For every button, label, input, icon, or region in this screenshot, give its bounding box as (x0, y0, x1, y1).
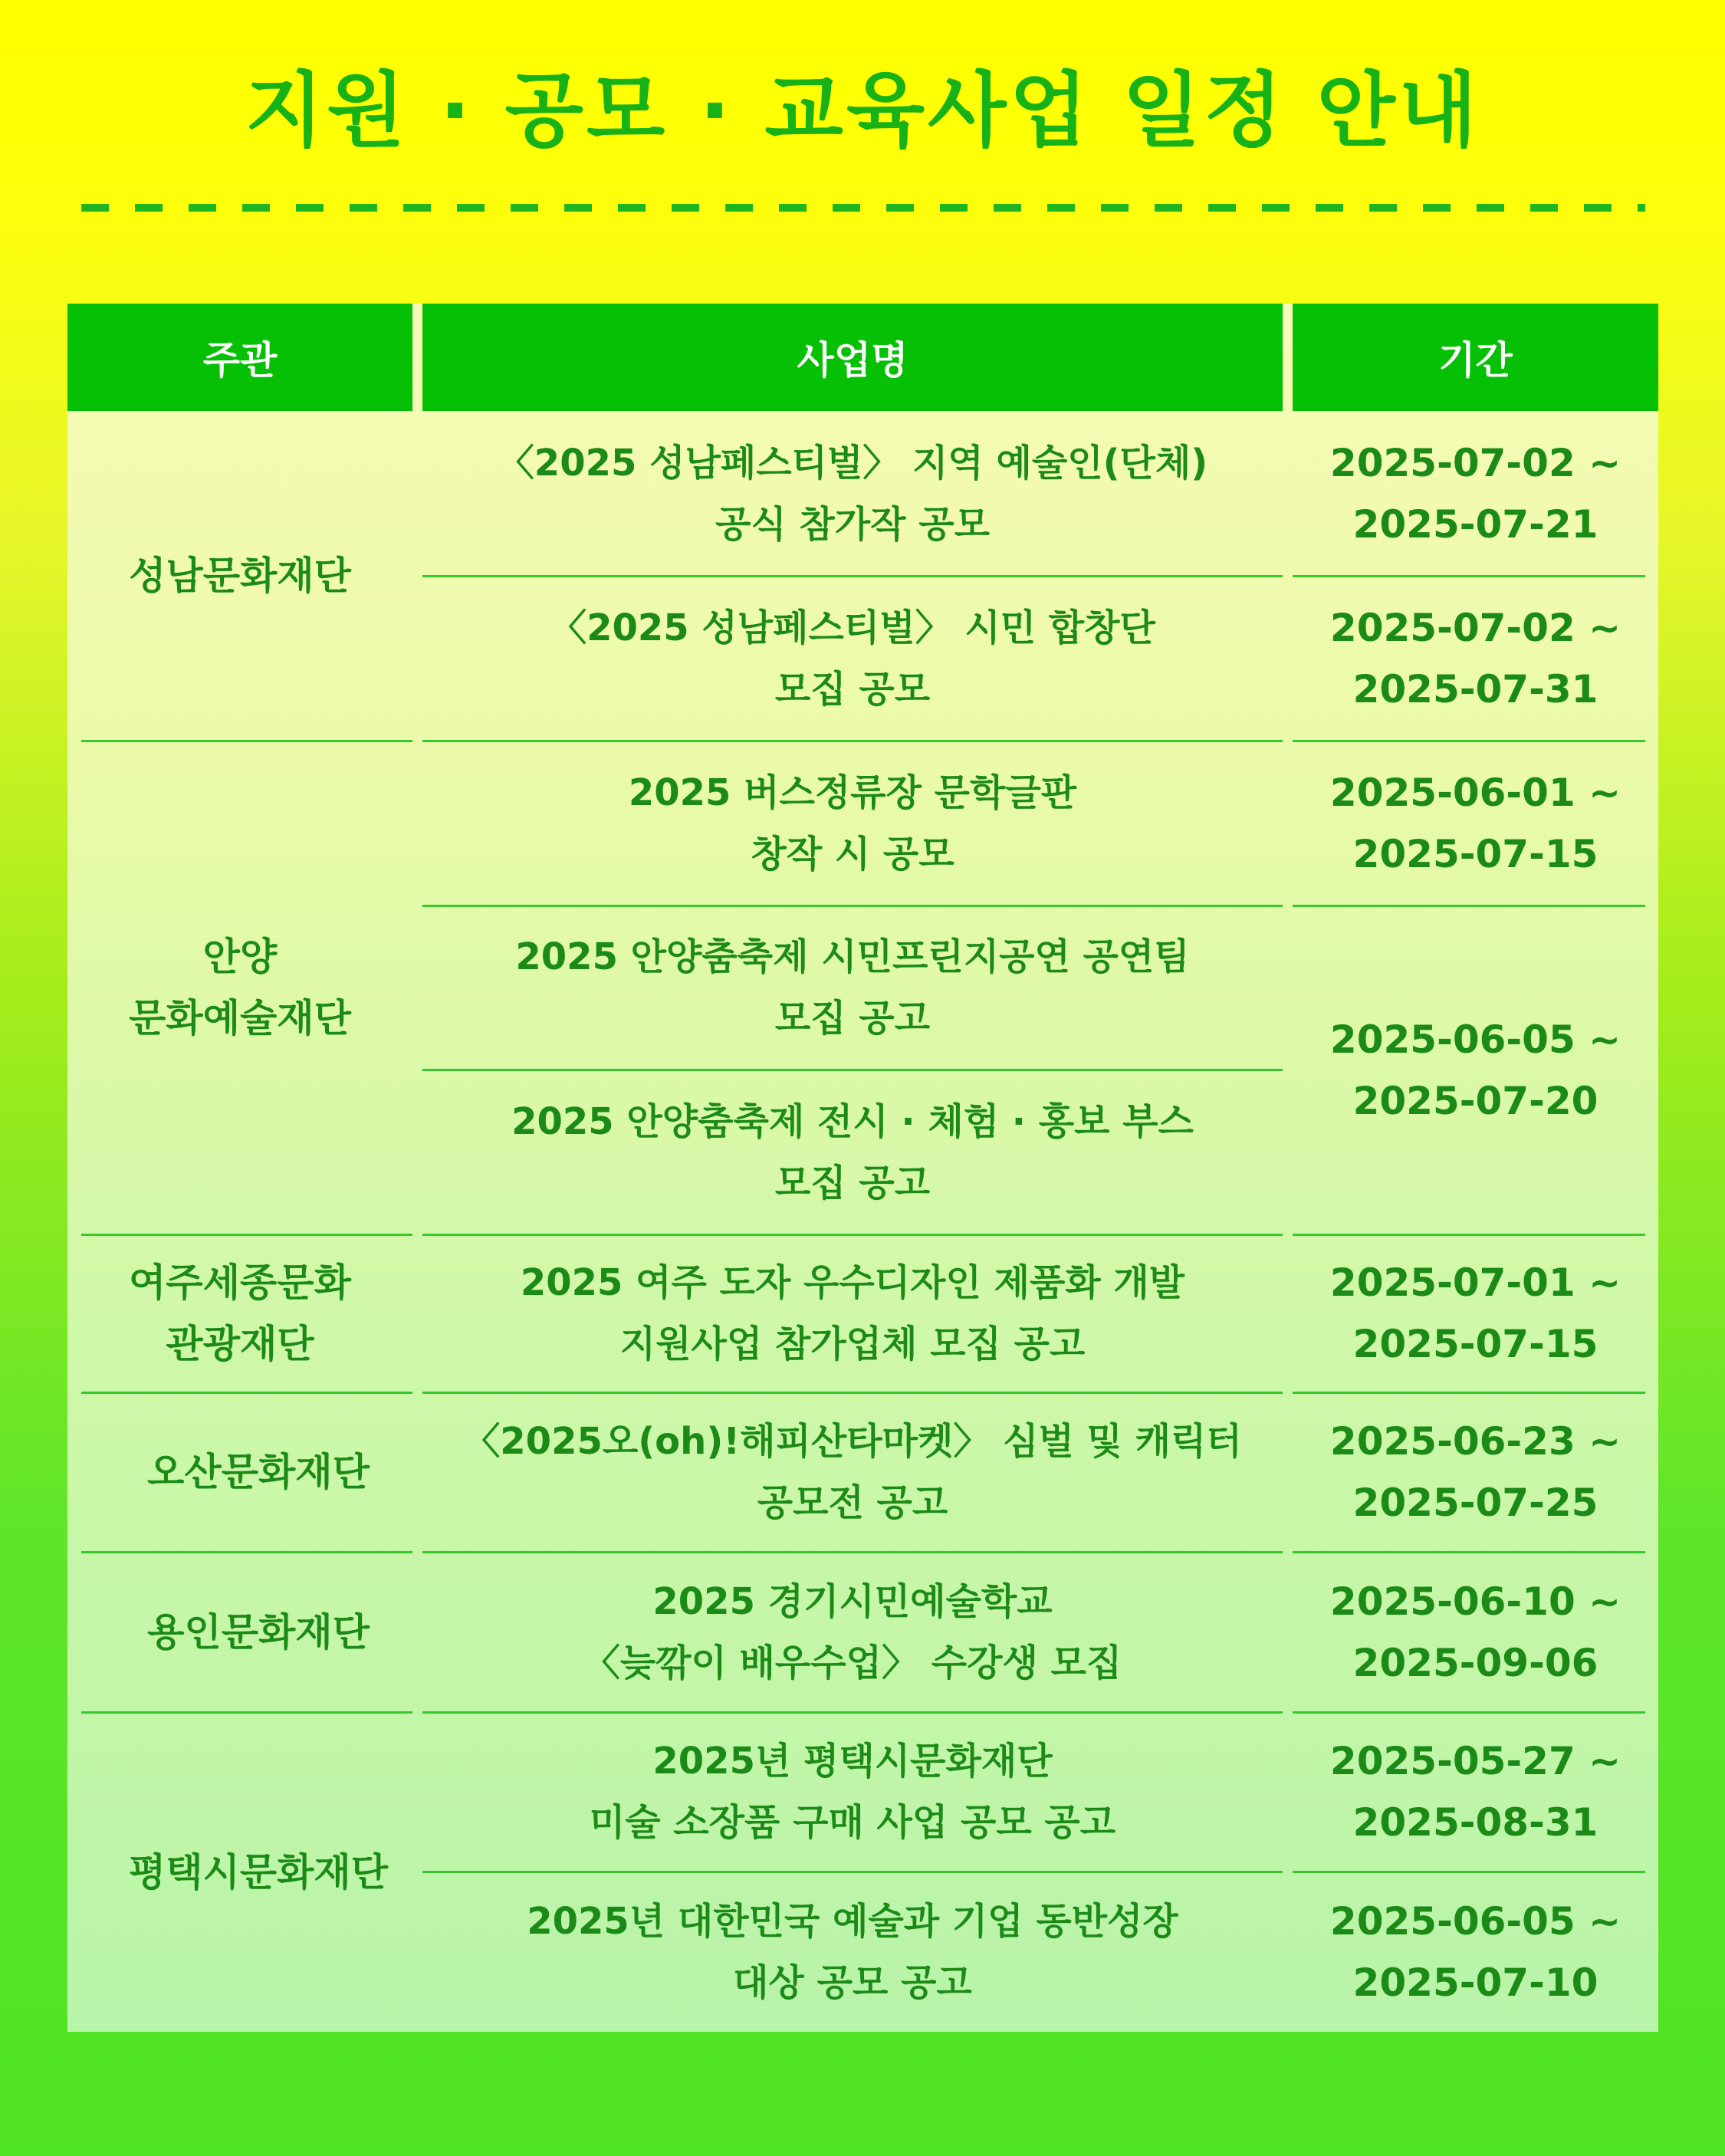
per-line: 2025-07-02 ~ (1329, 605, 1622, 650)
prog-text (550, 597, 1155, 720)
row-divider (422, 1392, 1283, 1394)
row-divider (422, 1551, 1283, 1553)
per-text (1330, 1571, 1621, 1694)
row-divider (1293, 1551, 1645, 1553)
prog-cell (422, 1070, 1283, 1234)
org-line: 관광재단 (166, 1322, 314, 1366)
prog-cell (422, 576, 1283, 741)
per-line: 2025-07-02 ~ (1329, 440, 1622, 485)
per-cell (1293, 905, 1658, 1234)
prog-text (521, 1252, 1184, 1375)
prog-line: 모집 공고 (774, 1161, 931, 1205)
per-line: 2025-06-05 ~ (1329, 1898, 1622, 1944)
prog-text (527, 1891, 1178, 2013)
per-text (1330, 762, 1621, 885)
per-cell (1293, 1234, 1658, 1392)
prog-cell (422, 1712, 1283, 1872)
org-cell (67, 411, 412, 741)
prog-line: 대상 공모 공고 (733, 1960, 972, 2004)
prog-line: 2025 버스정류장 문학글판 (628, 771, 1077, 814)
dashed-divider (81, 204, 1645, 212)
prog-text (463, 1411, 1241, 1533)
per-line: 2025-07-15 (1352, 831, 1598, 876)
per-line: 2025-06-05 ~ (1329, 1017, 1622, 1062)
org-line: 용인문화재단 (147, 1609, 370, 1655)
prog-line: 〈2025오(oh)!해피산타마켓〉 심벌 및 캐릭터 (463, 1420, 1242, 1463)
per-text (1330, 1730, 1621, 1853)
per-line: 2025-07-15 (1352, 1322, 1598, 1366)
org-line: 오산문화재단 (147, 1450, 370, 1494)
org-text (129, 1252, 351, 1375)
org-cell (67, 741, 412, 1234)
prog-text (629, 762, 1076, 885)
per-cell (1293, 1872, 1658, 2032)
header-organizer: 주관 (67, 304, 412, 411)
prog-cell (422, 411, 1283, 576)
row-divider (422, 1871, 1283, 1873)
per-line: 2025-07-31 (1352, 666, 1598, 712)
prog-cell (422, 1552, 1283, 1712)
per-cell (1293, 411, 1658, 576)
row-divider (1293, 575, 1645, 577)
prog-line: 2025 안양춤축제 시민프린지공연 공연팀 (515, 935, 1190, 978)
org-text (129, 926, 351, 1049)
per-cell (1293, 741, 1658, 905)
header-program: 사업명 (422, 304, 1283, 411)
per-line: 2025-08-31 (1352, 1800, 1598, 1845)
row-divider (422, 575, 1283, 577)
prog-line: 2025년 대한민국 예술과 기업 동반성장 (527, 1899, 1178, 1943)
per-text (1330, 1009, 1621, 1132)
prog-text (511, 1091, 1194, 1214)
per-line: 2025-07-01 ~ (1329, 1260, 1622, 1305)
prog-text (583, 1571, 1122, 1694)
per-text (1330, 1252, 1621, 1375)
prog-cell (422, 1872, 1283, 2032)
row-divider (422, 1711, 1283, 1714)
prog-text (515, 926, 1189, 1049)
row-divider (81, 1551, 412, 1553)
org-line: 안양 (202, 935, 278, 979)
org-line: 성남문화재단 (129, 554, 351, 598)
per-line: 2025-06-01 ~ (1329, 770, 1622, 815)
prog-line: 창작 시 공모 (751, 832, 955, 876)
per-line: 2025-07-21 (1352, 501, 1598, 547)
per-text (1330, 1411, 1621, 1533)
row-divider (422, 1069, 1283, 1071)
per-cell (1293, 1712, 1658, 1872)
header-period: 기간 (1293, 304, 1658, 411)
row-divider (1293, 905, 1645, 907)
row-divider (1293, 740, 1645, 742)
row-divider (422, 905, 1283, 907)
org-line: 평택시문화재단 (128, 1849, 389, 1895)
per-cell (1293, 576, 1658, 741)
per-line: 2025-07-20 (1352, 1078, 1598, 1123)
row-divider (422, 740, 1283, 742)
per-cell (1293, 1392, 1658, 1552)
prog-cell (422, 1392, 1283, 1552)
org-cell (67, 1234, 412, 1392)
per-line: 2025-05-27 ~ (1329, 1739, 1622, 1783)
row-divider (81, 740, 412, 742)
per-line: 2025-07-10 (1352, 1960, 1598, 2005)
org-text (129, 1842, 388, 1903)
org-cell (86, 1392, 431, 1552)
prog-cell (422, 1234, 1283, 1392)
prog-line: 모집 공모 (774, 667, 931, 711)
row-divider (422, 1234, 1283, 1236)
row-divider (81, 1711, 412, 1714)
per-text (1330, 597, 1621, 720)
org-cell (86, 1552, 431, 1712)
prog-line: 공식 참가작 공모 (715, 502, 990, 546)
per-text (1330, 1891, 1621, 2013)
per-text (1330, 432, 1621, 555)
prog-line: 2025 여주 도자 우수디자인 제품화 개발 (520, 1261, 1185, 1304)
prog-cell (422, 905, 1283, 1070)
page-title: 지원 · 공모 · 교육사업 일정 안내 (245, 64, 1480, 158)
per-cell (1293, 1552, 1658, 1712)
prog-text (590, 1730, 1116, 1853)
prog-line: 〈2025 성남페스티벌〉 지역 예술인(단체) (497, 441, 1208, 485)
prog-line: 〈늦깎이 배우수업〉 수강생 모집 (583, 1641, 1122, 1684)
row-divider (1293, 1234, 1645, 1236)
prog-line: 공모전 공고 (757, 1481, 948, 1524)
row-divider (1293, 1711, 1645, 1714)
org-cell (86, 1712, 431, 2032)
org-line: 여주세종문화 (129, 1260, 351, 1305)
per-line: 2025-06-10 ~ (1329, 1579, 1622, 1624)
per-line: 2025-09-06 (1352, 1640, 1598, 1685)
row-divider (1293, 1871, 1645, 1873)
org-text (147, 1441, 370, 1503)
schedule-table (67, 304, 1658, 2032)
prog-line: 지원사업 참가업체 모집 공고 (619, 1323, 1086, 1366)
prog-line: 〈2025 성남페스티벌〉 시민 합창단 (550, 606, 1155, 649)
prog-line: 2025 안양춤축제 전시 · 체험 · 홍보 부스 (511, 1099, 1194, 1143)
per-line: 2025-06-23 ~ (1329, 1419, 1622, 1464)
row-divider (81, 1234, 412, 1236)
per-line: 2025-07-25 (1352, 1481, 1598, 1525)
prog-cell (422, 741, 1283, 905)
org-text (129, 545, 351, 606)
prog-line: 2025년 평택시문화재단 (652, 1740, 1053, 1783)
row-divider (81, 1392, 412, 1394)
org-text (147, 1602, 370, 1663)
prog-text (498, 432, 1208, 555)
row-divider (1293, 1392, 1645, 1394)
org-line: 문화예술재단 (129, 996, 351, 1040)
prog-line: 모집 공고 (774, 997, 931, 1040)
prog-line: 미술 소장품 구매 사업 공모 공고 (589, 1801, 1116, 1844)
prog-line: 2025 경기시민예술학교 (652, 1579, 1053, 1623)
